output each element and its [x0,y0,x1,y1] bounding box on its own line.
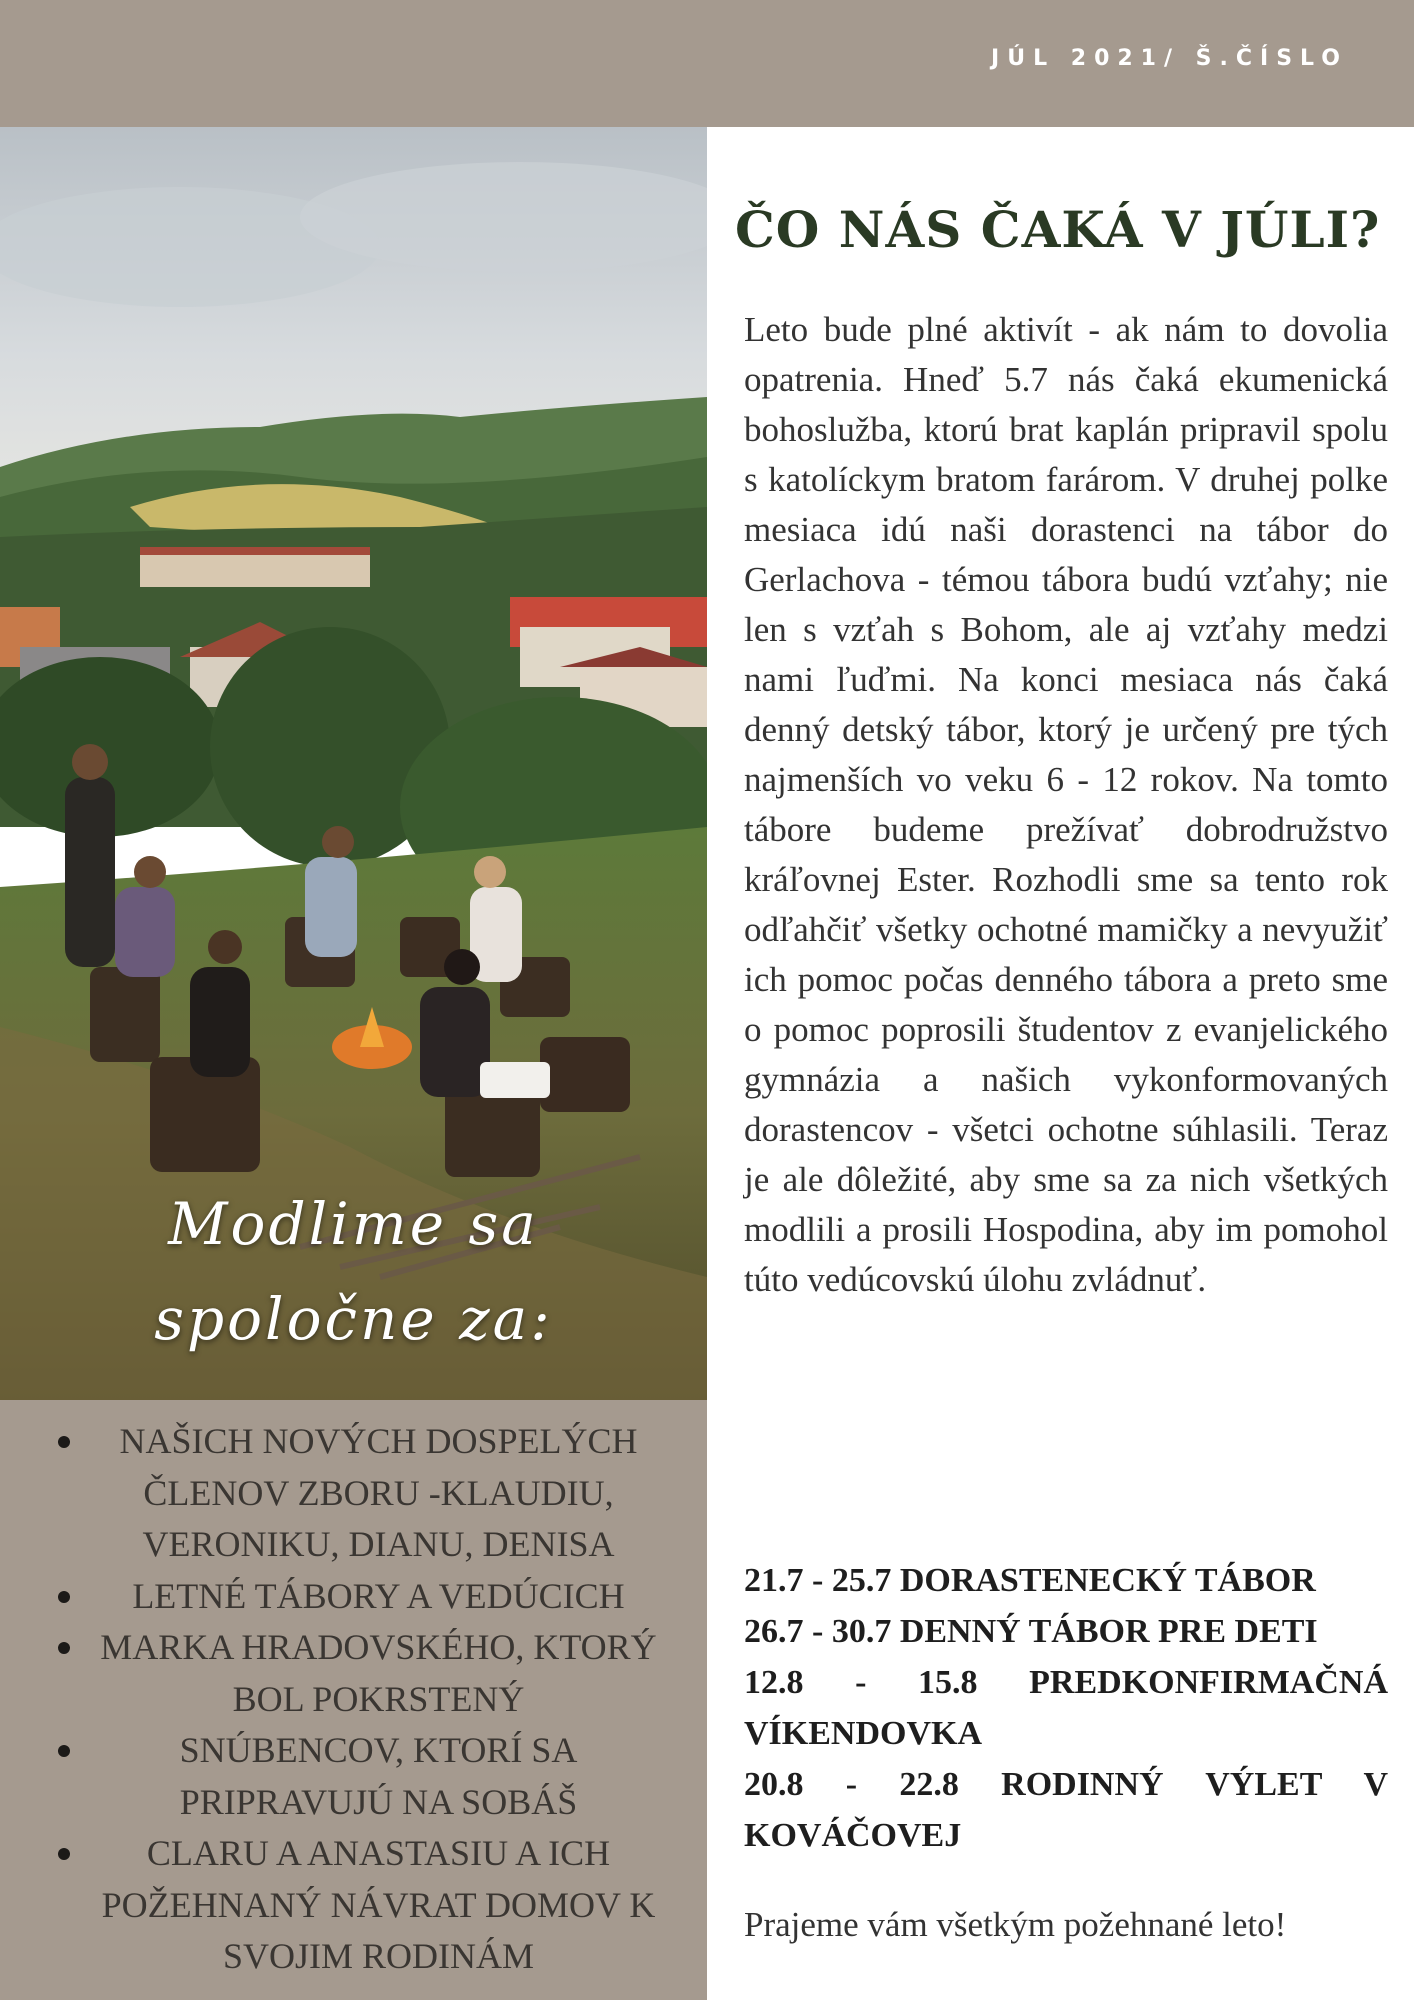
event-item: 20.8 - 22.8 RODINNÝ VÝLET V KOVÁČOVEJ [744,1766,1388,1854]
article-body: Leto bude plné aktivít - ak nám to dovolia opatrenia. Hneď 5.7 nás čaká ekumenická bohoslužba, ktorú brat kaplán pripravil spolu s katolíckym bratom farárom. V druhej polke mesiaca idú naši dorastenci na tábor do Gerlachova - témou tábora budú vzťahy; nie len s vzťah s Bohom, ale aj vzťahy medzi nami ľuďmi. Na konci mesiaca nás čaká denný detský tábor, ktorý je určený pre tých najmenších vo veku 6 - 12 rokov. Na tomto tábore budeme prežívať dobrodružstvo kráľovnej Ester. Rozhodli sme sa tento rok odľahčiť všetky ochotné mamičky a nevyužiť ich pomoc počas denného tábora a preto sme o pomoc poprosili študentov z evanjelického gymnázia a našich vykonformovaných dorastencov - všetci ochotne súhlasili. Teraz je ale dôležité, aby sme sa za nich všetkých modlili a prosili Hospodina, aby im pomohol túto vedúcovskú úlohu zvládnuť. [744,310,1388,1299]
bullet-icon [58,1591,70,1603]
prayer-heading: Modlime sa [168,1190,539,1258]
issue-label: JÚL 2021/ Š.ČÍSLO [991,46,1348,71]
prayer-item: MARKA HRADOVSKÉHO, KTORÝ BOL POKRSTENÝ [0,1622,707,1725]
prayer-panel [0,1400,707,2000]
bullet-icon [58,1642,70,1654]
bullet-icon [58,1745,70,1757]
closing-line: Prajeme vám všetkým požehnané leto! [744,1905,1287,1944]
event-item: 12.8 - 15.8 PREDKONFIRMAČNÁ VÍKENDOVKA [744,1664,1388,1752]
header-band [0,0,1414,127]
bullet-icon [58,1848,70,1860]
prayer-list [0,1416,707,1983]
prayer-item: CLARU A ANASTASIU A ICH POŽEHNANÝ NÁVRAT DOMOV K SVOJIM RODINÁM [0,1828,707,1983]
bullet-icon [58,1436,70,1448]
event-item: 26.7 - 30.7 DENNÝ TÁBOR PRE DETI [744,1613,1318,1650]
event-item: 21.7 - 25.7 DORASTENECKÝ TÁBOR [744,1562,1316,1599]
prayer-item: NAŠICH NOVÝCH DOSPELÝCH ČLENOV ZBORU -KLAUDIU, VERONIKU, DIANU, DENISA [0,1416,707,1571]
prayer-item: LETNÉ TÁBORY A VEDÚCICH [0,1571,707,1623]
prayer-heading-line2: spoločne za: [154,1285,553,1353]
event-list [744,1555,1388,1861]
article-title: ČO NÁS ČAKÁ V JÚLI? [735,200,1381,259]
prayer-item: SNÚBENCOV, KTORÍ SA PRIPRAVUJÚ NA SOBÁŠ [0,1725,707,1828]
